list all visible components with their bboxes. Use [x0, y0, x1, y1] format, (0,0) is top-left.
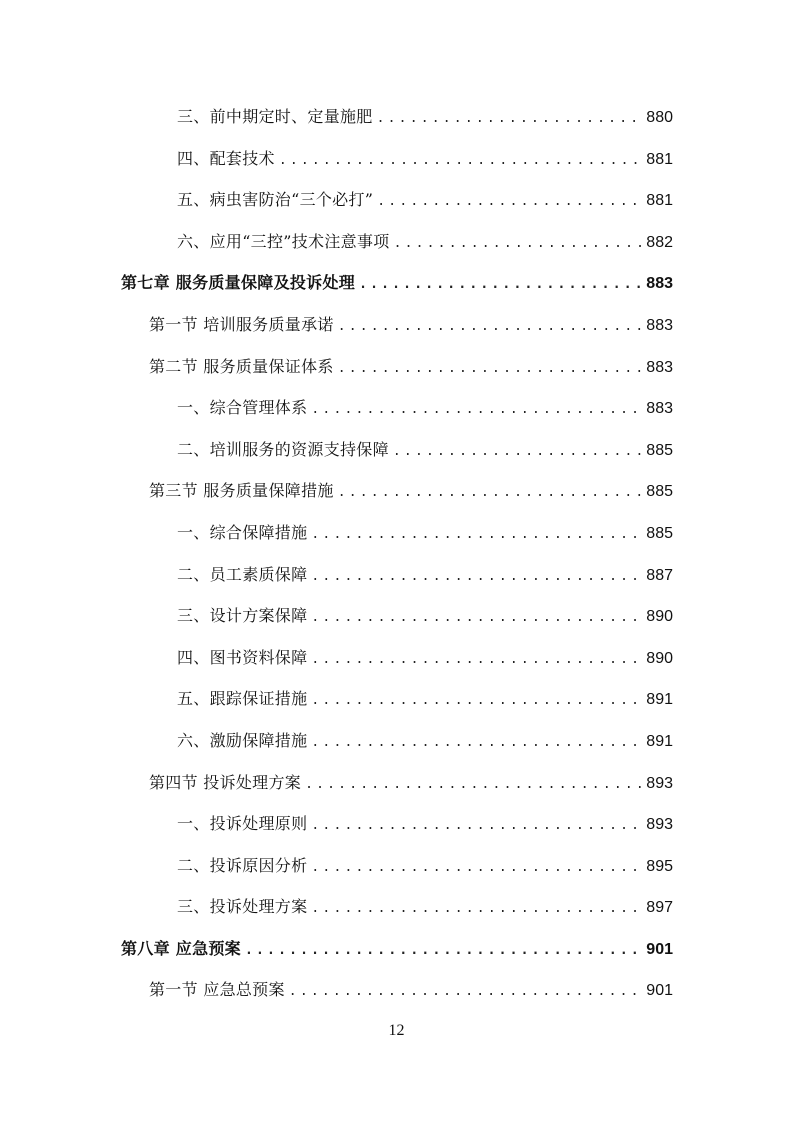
toc-leader-dots — [311, 680, 642, 722]
toc-entry-page: 893 — [646, 816, 673, 834]
toc-section-entry[interactable] — [0, 969, 793, 1011]
toc-leader-dots — [311, 597, 642, 639]
toc-leader-dots — [311, 639, 642, 681]
toc-entry-title: 五、病虫害防治“三个必打” — [177, 190, 374, 210]
toc-leader-dots — [311, 556, 642, 598]
toc-entry-title: 四、图书资料保障 — [177, 647, 308, 667]
toc-leader-dots — [377, 98, 643, 140]
toc-leader-dots — [338, 472, 643, 514]
toc-entry-page: 901 — [646, 982, 673, 1000]
toc-entry-page: 883 — [646, 358, 673, 376]
toc-leader-dots — [393, 431, 642, 473]
toc-entry[interactable] — [0, 387, 793, 429]
toc-entry[interactable] — [0, 221, 793, 263]
toc-entry-title: 六、应用“三控”技术注意事项 — [177, 231, 390, 251]
toc-entry-page: 881 — [646, 150, 673, 168]
toc-entry-title: 三、设计方案保障 — [177, 606, 308, 626]
toc-entry-page: 891 — [646, 732, 673, 750]
toc-entry-page: 891 — [646, 691, 673, 709]
toc-leader-dots — [377, 181, 642, 223]
toc-leader-dots — [289, 971, 643, 1013]
toc-leader-dots — [245, 930, 642, 972]
toc-leader-dots — [338, 348, 643, 390]
toc-entry-title: 一、综合管理体系 — [177, 398, 308, 418]
toc-leader-dots — [311, 722, 642, 764]
toc-leader-dots — [394, 223, 643, 265]
toc-entry-page: 893 — [646, 774, 673, 792]
toc-entry-title: 二、投诉原因分析 — [177, 855, 308, 875]
toc-entry-page: 883 — [646, 400, 673, 418]
toc-entry-page: 885 — [646, 524, 673, 542]
toc-entry[interactable] — [0, 96, 793, 138]
toc-entry-page: 880 — [646, 109, 673, 126]
toc-section-entry[interactable] — [0, 346, 793, 388]
toc-entry[interactable] — [0, 803, 793, 845]
toc-entry[interactable] — [0, 595, 793, 637]
toc-section-entry[interactable] — [0, 470, 793, 512]
toc-entry-page: 890 — [646, 608, 673, 626]
toc-entry-title: 一、投诉处理原则 — [177, 814, 308, 834]
toc-entry-title: 第二节 服务质量保证体系 — [149, 356, 334, 376]
toc-entry[interactable] — [0, 720, 793, 762]
toc-entry-title: 第一节 应急总预案 — [149, 980, 285, 1000]
toc-entry[interactable] — [0, 637, 793, 679]
toc-entry-title: 二、培训服务的资源支持保障 — [177, 439, 389, 459]
toc-entry-title: 第三节 服务质量保障措施 — [149, 481, 334, 501]
toc-entry-title: 第四节 投诉处理方案 — [149, 772, 302, 792]
toc-chapter-entry[interactable] — [0, 928, 793, 970]
toc-entry[interactable] — [0, 138, 793, 180]
toc-entry-title: 四、配套技术 — [177, 148, 275, 168]
toc-section-entry[interactable] — [0, 762, 793, 804]
toc-entry-title: 第七章 服务质量保障及投诉处理 — [121, 273, 356, 293]
toc-entry-title: 一、综合保障措施 — [177, 522, 308, 542]
page-number: 12 — [388, 1022, 405, 1039]
toc-entry-page: 885 — [646, 483, 673, 501]
toc-entry-page: 897 — [646, 899, 673, 917]
toc-entry[interactable] — [0, 678, 793, 720]
toc-entry-title: 第一节 培训服务质量承诺 — [149, 314, 334, 334]
toc-leader-dots — [311, 888, 642, 930]
toc-leader-dots — [311, 389, 642, 431]
toc-entry-title: 三、投诉处理方案 — [177, 897, 308, 917]
toc-entry[interactable] — [0, 886, 793, 928]
toc-entry[interactable] — [0, 554, 793, 596]
toc-entry-page: 895 — [646, 857, 673, 875]
toc-entry-title: 六、激励保障措施 — [177, 730, 308, 750]
toc-entry-page: 882 — [646, 233, 673, 251]
toc-entry-page: 883 — [646, 316, 673, 334]
toc-leader-dots — [311, 514, 642, 556]
toc-entry-title: 第八章 应急预案 — [121, 938, 241, 958]
toc-leader-dots — [279, 140, 642, 182]
toc-entry[interactable] — [0, 179, 793, 221]
toc-entry-page: 890 — [646, 649, 673, 667]
toc-entry-page: 885 — [646, 441, 673, 459]
toc-leader-dots — [311, 805, 642, 847]
table-of-contents — [0, 96, 793, 1011]
toc-leader-dots — [311, 847, 642, 889]
toc-leader-dots — [338, 306, 643, 348]
toc-section-entry[interactable] — [0, 304, 793, 346]
toc-entry-page: 901 — [646, 940, 673, 958]
toc-entry-title: 三、前中期定时、定量施肥 — [177, 107, 373, 126]
toc-entry[interactable] — [0, 429, 793, 471]
toc-leader-dots — [359, 264, 642, 306]
toc-chapter-entry[interactable] — [0, 262, 793, 304]
toc-entry-page: 887 — [646, 566, 673, 584]
toc-leader-dots — [305, 764, 642, 806]
toc-entry-page: 883 — [646, 275, 673, 293]
toc-entry[interactable] — [0, 845, 793, 887]
toc-entry-title: 五、跟踪保证措施 — [177, 689, 308, 709]
toc-entry-title: 二、员工素质保障 — [177, 564, 308, 584]
toc-entry-page: 881 — [646, 192, 673, 210]
toc-entry[interactable] — [0, 512, 793, 554]
